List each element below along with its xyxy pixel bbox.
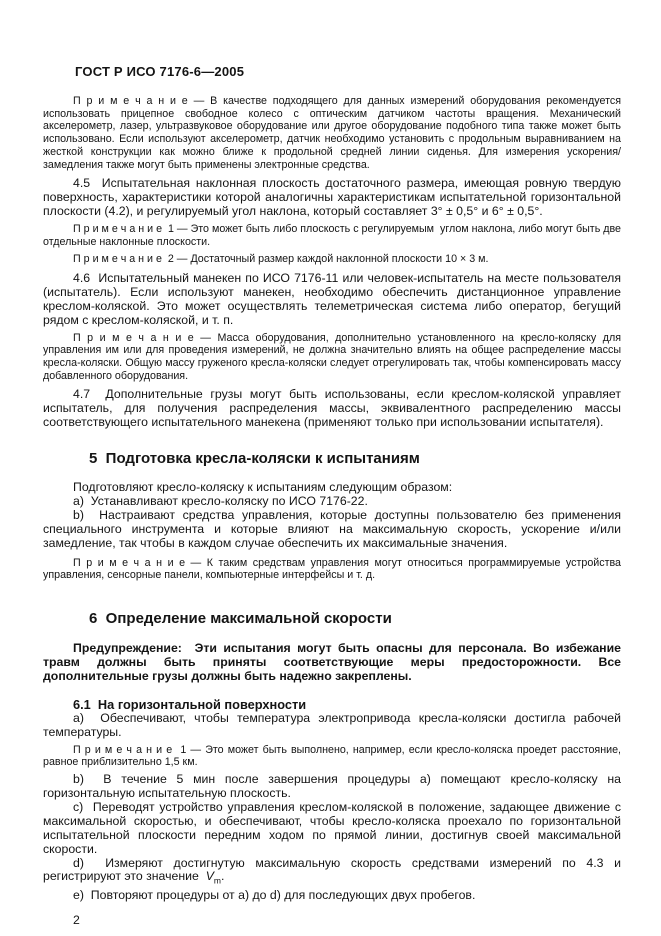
warning-text: Предупреждение: Эти испытания могут быть опасны для персонала. Во избежание травм должны быть приняты соответствующие меры предосторожности. Все дополнительные грузы должны быть надежно закреплены. bbox=[43, 641, 621, 683]
clause-6-1-item-e: e) Повторяют процедуры от a) до d) для последующих двух пробегов. bbox=[73, 887, 476, 902]
note-control-means: П р и м е ч а н и е — К таким средствам управления могут относиться программируемые устройства управления, сенсорные панели, компьютерные интерфейсы и т. д. bbox=[43, 556, 621, 582]
clause-4-5: 4.5 Испытательная наклонная плоскость достаточного размера, имеющая ровную твердую поверхность, характеристики которой аналогичны характеристикам испытательной горизонтальной плоскости (4.2), и регулируемый угол наклона, который составляет 3° ± 0,5° и 6° ± 0,5°. bbox=[43, 176, 621, 219]
note-4-5-2: П р и м е ч а н и е 2 — Достаточный размер каждой наклонной плоскости 10 × 3 м. bbox=[73, 253, 489, 266]
section-6-heading: 6 Определение максимальной скорости bbox=[89, 610, 392, 628]
velocity-symbol: V bbox=[205, 869, 214, 884]
item-d-period: . bbox=[221, 869, 225, 884]
note-4-6: П р и м е ч а н и е — Масса оборудования, дополнительно установленного на кресло-коляску для управления им или для проведения измерений, не должна значительно влиять на общее распределение массы кресла-коляски. Общую массу груженого кресла-коляски следует отрегулировать так, чтобы компенсировать массу добавленного оборудования. bbox=[43, 331, 621, 382]
section-5-heading: 5 Подготовка кресла-коляски к испытаниям bbox=[89, 450, 420, 468]
note-4-5-1: П р и м е ч а н и е 1 — Это может быть либо плоскость с регулируемым углом наклона, либо могут быть две отдельные наклонные плоскости. bbox=[43, 222, 621, 248]
clause-4-7: 4.7 Дополнительные грузы могут быть использованы, если креслом-коляской управляет испытатель, для получения распределения массы, эквивалентного распределению массы соответствующего испытательного манекена (применяют только при использовании испытателя). bbox=[43, 387, 621, 430]
clause-6-1-item-b: b) В течение 5 мин после завершения процедуры a) помещают кресло-коляску на горизонтальную испытательную плоскость. bbox=[43, 772, 621, 800]
standard-designation-header: ГОСТ Р ИСО 7176-6—2005 bbox=[75, 64, 245, 79]
velocity-subscript-m: m bbox=[213, 875, 221, 886]
page-content bbox=[43, 64, 621, 927]
clause-4-6: 4.6 Испытательный манекен по ИСО 7176-11 или человек-испытатель на месте пользователя (испытатель). Если используют манекен, необходимо обеспечить дистанционное управление креслом-коляской. Это может осуществлять телеметрическая система либо оператор, бегущий рядом с креслом-коляской, и т. п. bbox=[43, 271, 621, 327]
item-d-text: d) Измеряют достигнутую максимальную скорость средствами измерений по 4.3 и регистрируют это значение bbox=[43, 855, 621, 884]
clause-6-1-item-d bbox=[43, 857, 621, 889]
section-5-item-a: a) Устанавливают кресло-коляску по ИСО 7176-22. bbox=[73, 494, 368, 509]
page-number: 2 bbox=[73, 912, 80, 927]
section-5-intro: Подготовляют кресло-коляску к испытаниям следующим образом: bbox=[73, 480, 453, 495]
note-6-1-1: П р и м е ч а н и е 1 — Это может быть выполнено, например, если кресло-коляска проедет расстояние, равное приблизительно 1,5 км. bbox=[43, 743, 621, 769]
clause-6-1-heading: 6.1 На горизонтальной поверхности bbox=[73, 696, 307, 712]
clause-6-1-item-a: a) Обеспечивают, чтобы температура электропривода кресла-коляски достигла рабочей температуры. bbox=[43, 710, 621, 739]
clause-6-1-item-c: c) Переводят устройство управления креслом-коляской в положение, задающее движение с максимальной скоростью, и обеспечивают, чтобы кресло-коляска проехало по горизонтальной испытательной плоскости передним ходом по прямой линии, достигнув своей максимальной скорости. bbox=[43, 799, 621, 856]
note-measuring-equipment: П р и м е ч а н и е — В качестве подходящего для данных измерений оборудования рекомендуется использовать прицепное свободное колесо с оптическим датчиком частоты вращения. Механический акселерометр, лазер, ультразвуковое оборудование или другое оборудование подобного типа также может быть использовано. Если используют акселерометр, датчик необходимо установить с продольным выравниванием на жесткой конструкции как можно ближе к продольной средней линии сиденья. Для измерения ускорения/замедления также могут быть применены электронные средства. bbox=[43, 95, 621, 171]
section-5-item-b: b) Настраивают средства управления, которые доступны пользователю без применения специального инструмента и которые влияют на максимальную скорость, ускорение и/или замедление, так чтобы в каждом случае обеспечить их максимальные значения. bbox=[43, 508, 621, 550]
